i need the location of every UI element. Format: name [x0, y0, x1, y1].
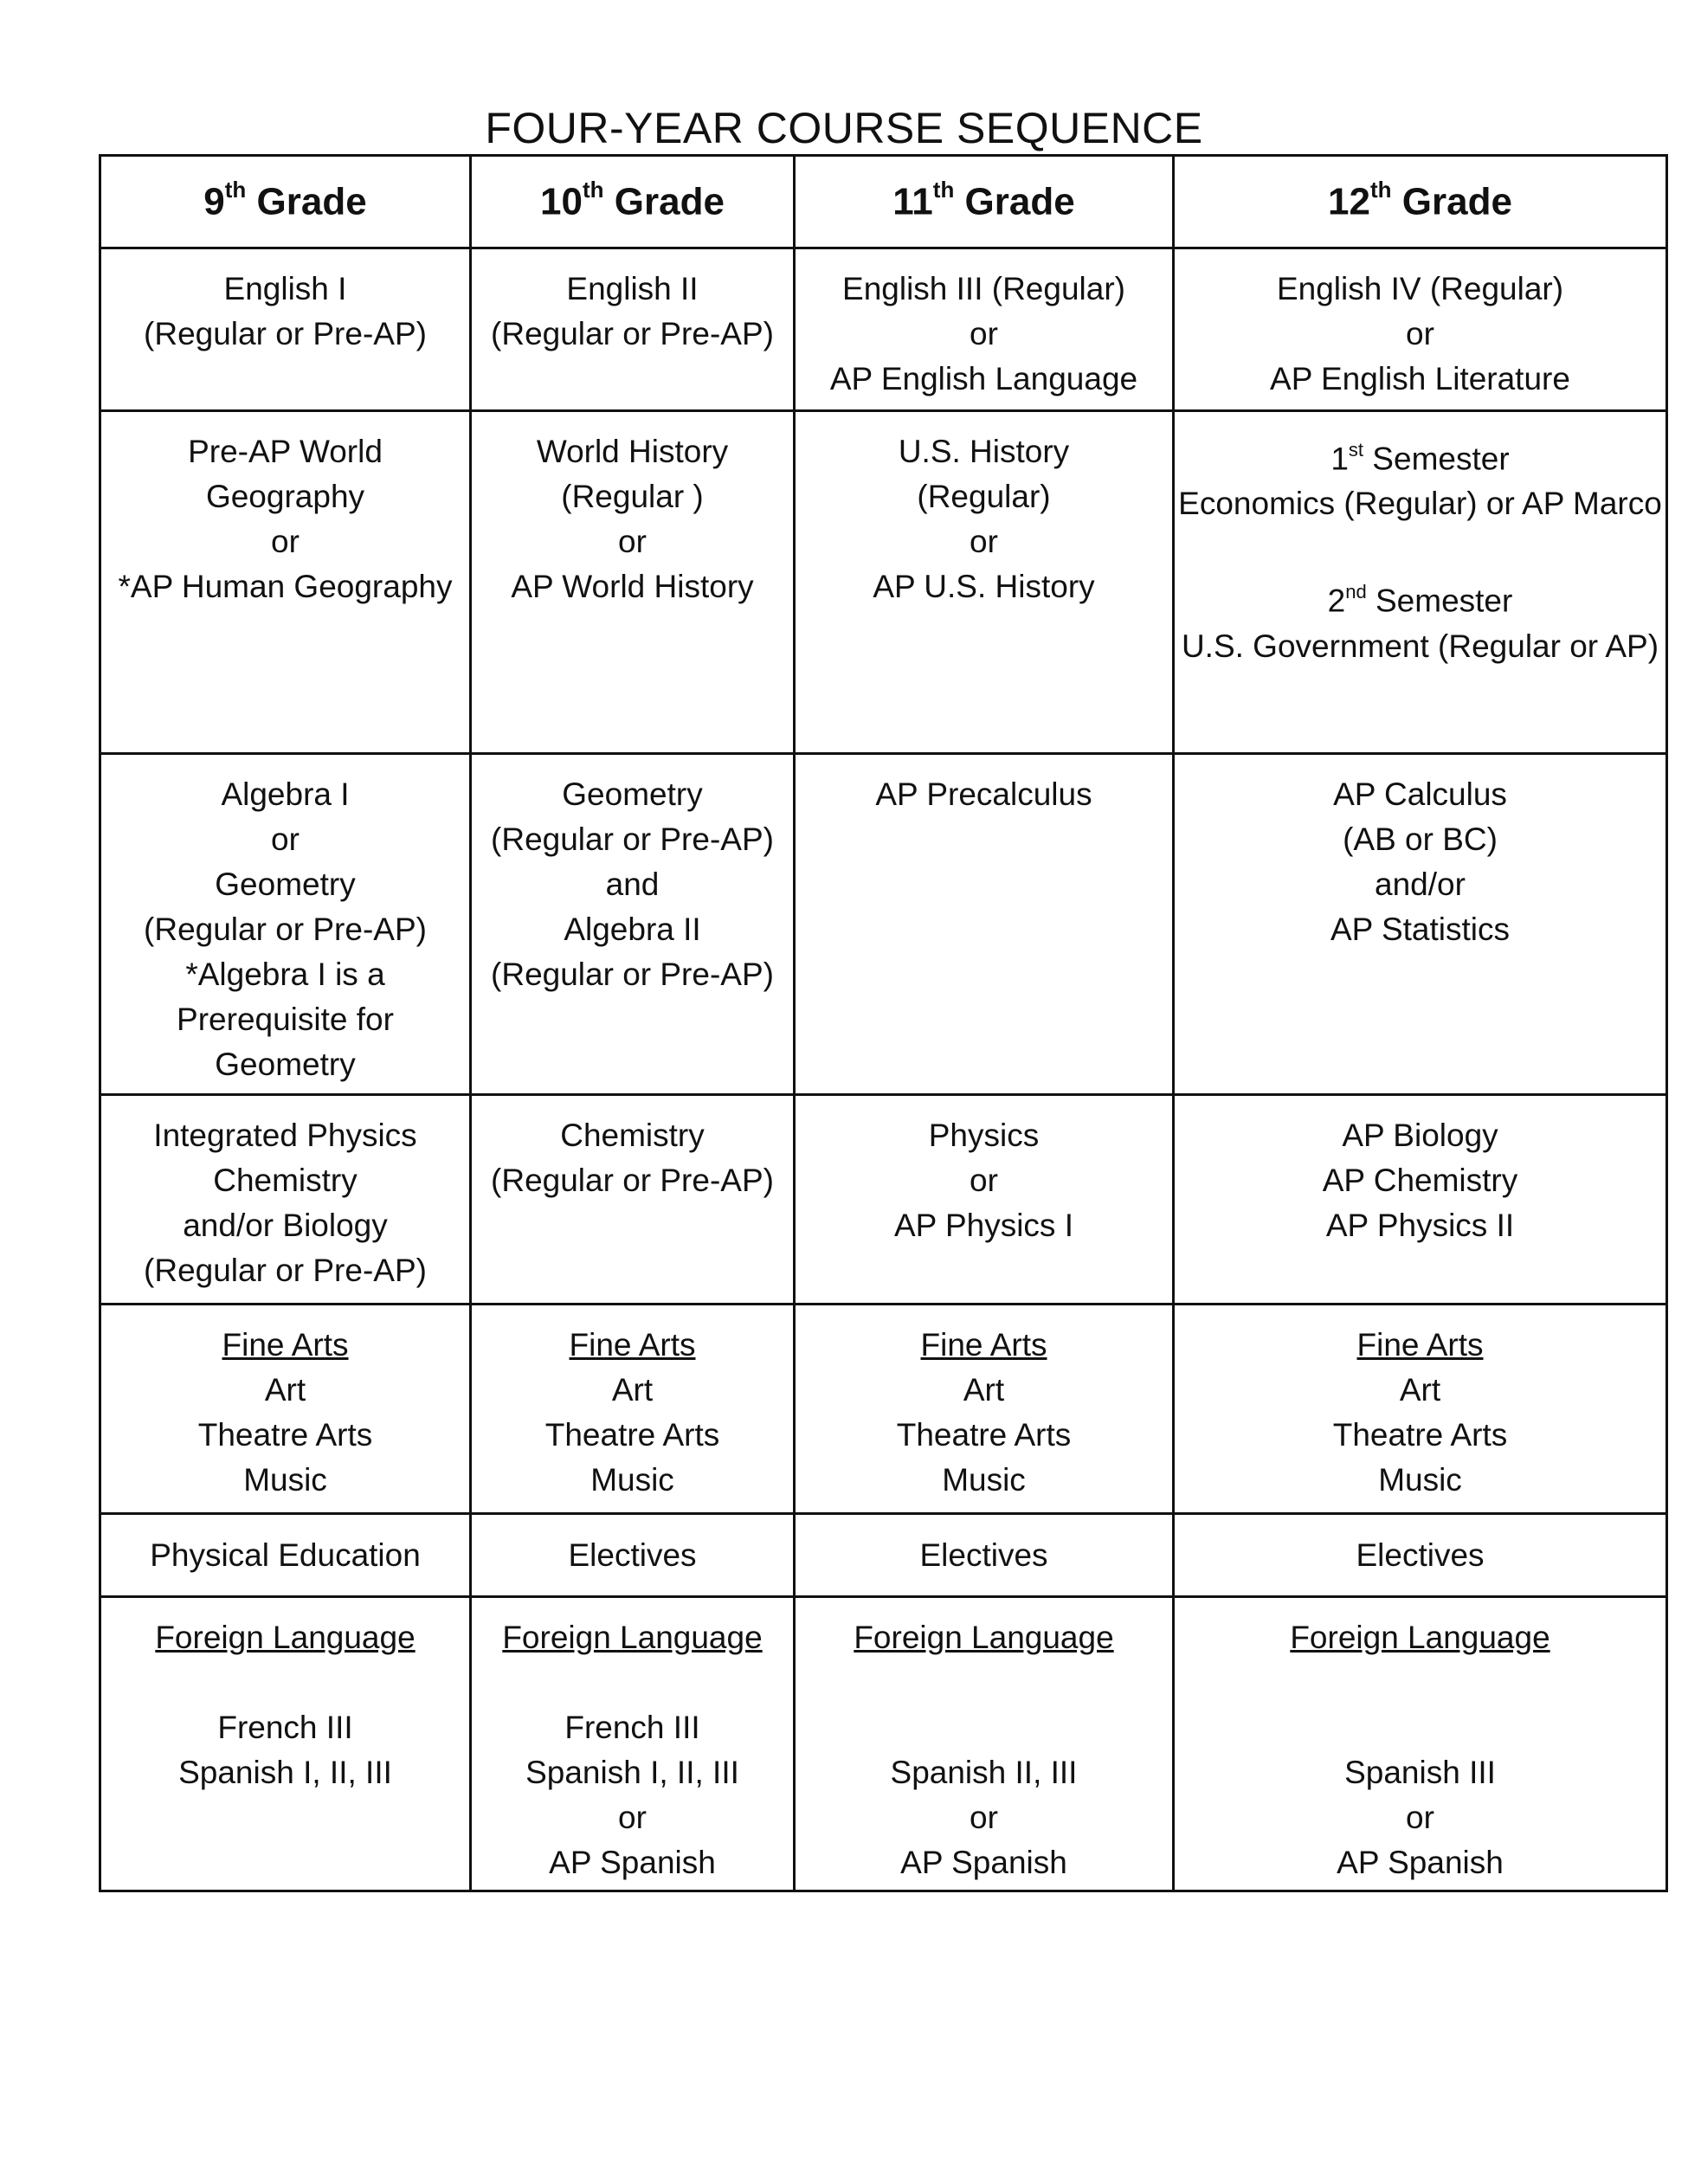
english-row	[100, 248, 1667, 411]
cell-social-11: U.S. History (Regular) or AP U.S. History	[795, 411, 1174, 754]
social-studies-row	[100, 411, 1667, 754]
page-title: FOUR-YEAR COURSE SEQUENCE	[485, 104, 1203, 152]
header-10th-grade: 10th Grade	[471, 156, 795, 248]
cell-language-9: Foreign Language French III Spanish I, II, III	[100, 1597, 471, 1891]
cell-fine-arts-9: Fine Arts Art Theatre Arts Music	[100, 1305, 471, 1514]
foreign-language-row	[100, 1597, 1667, 1891]
cell-electives-10: Electives	[471, 1514, 795, 1597]
second-semester-courses: U.S. Government (Regular or AP)	[1181, 628, 1659, 664]
cell-math-11: AP Precalculus	[795, 754, 1174, 1095]
cell-math-10: Geometry (Regular or Pre-AP) and Algebra II (Regular or Pre-AP)	[471, 754, 795, 1095]
cell-english-10: English II (Regular or Pre-AP)	[471, 248, 795, 411]
cell-math-9: Algebra I or Geometry (Regular or Pre-AP) *Algebra I is a Prerequisite for Geometry	[100, 754, 471, 1095]
cell-fine-arts-10: Fine Arts Art Theatre Arts Music	[471, 1305, 795, 1514]
cell-social-9: Pre-AP World Geography or *AP Human Geography	[100, 411, 471, 754]
science-row	[100, 1095, 1667, 1305]
cell-electives-11: Electives	[795, 1514, 1174, 1597]
cell-english-12: English IV (Regular) or AP English Literature	[1174, 248, 1667, 411]
header-row	[100, 156, 1667, 248]
cell-science-12: AP Biology AP Chemistry AP Physics II	[1174, 1095, 1667, 1305]
cell-science-9: Integrated Physics Chemistry and/or Biology (Regular or Pre-AP)	[100, 1095, 471, 1305]
course-sequence-table	[99, 154, 1668, 1892]
pe-electives-row	[100, 1514, 1667, 1597]
cell-electives-12: Electives	[1174, 1514, 1667, 1597]
second-semester-label: 2nd Semester	[1327, 581, 1513, 619]
cell-math-12: AP Calculus (AB or BC) and/or AP Statistics	[1174, 754, 1667, 1095]
first-semester-label: 1st Semester	[1330, 439, 1510, 477]
cell-social-12	[1174, 411, 1667, 754]
cell-english-9: English I (Regular or Pre-AP)	[100, 248, 471, 411]
cell-pe-9: Physical Education	[100, 1514, 471, 1597]
cell-fine-arts-12: Fine Arts Art Theatre Arts Music	[1174, 1305, 1667, 1514]
math-row	[100, 754, 1667, 1095]
header-9th-grade: 9th Grade	[100, 156, 471, 248]
cell-science-10: Chemistry (Regular or Pre-AP)	[471, 1095, 795, 1305]
cell-language-12: Foreign Language Spanish III or AP Spanish	[1174, 1597, 1667, 1891]
cell-fine-arts-11: Fine Arts Art Theatre Arts Music	[795, 1305, 1174, 1514]
cell-social-10: World History (Regular ) or AP World History	[471, 411, 795, 754]
cell-language-11: Foreign Language Spanish II, III or AP Spanish	[795, 1597, 1174, 1891]
first-semester-courses: Economics (Regular) or AP Marco	[1178, 486, 1662, 522]
cell-science-11: Physics or AP Physics I	[795, 1095, 1174, 1305]
cell-language-10: Foreign Language French III Spanish I, II, III or AP Spanish	[471, 1597, 795, 1891]
fine-arts-row	[100, 1305, 1667, 1514]
cell-english-11: English III (Regular) or AP English Language	[795, 248, 1174, 411]
header-12th-grade: 12th Grade	[1174, 156, 1667, 248]
header-11th-grade: 11th Grade	[795, 156, 1174, 248]
